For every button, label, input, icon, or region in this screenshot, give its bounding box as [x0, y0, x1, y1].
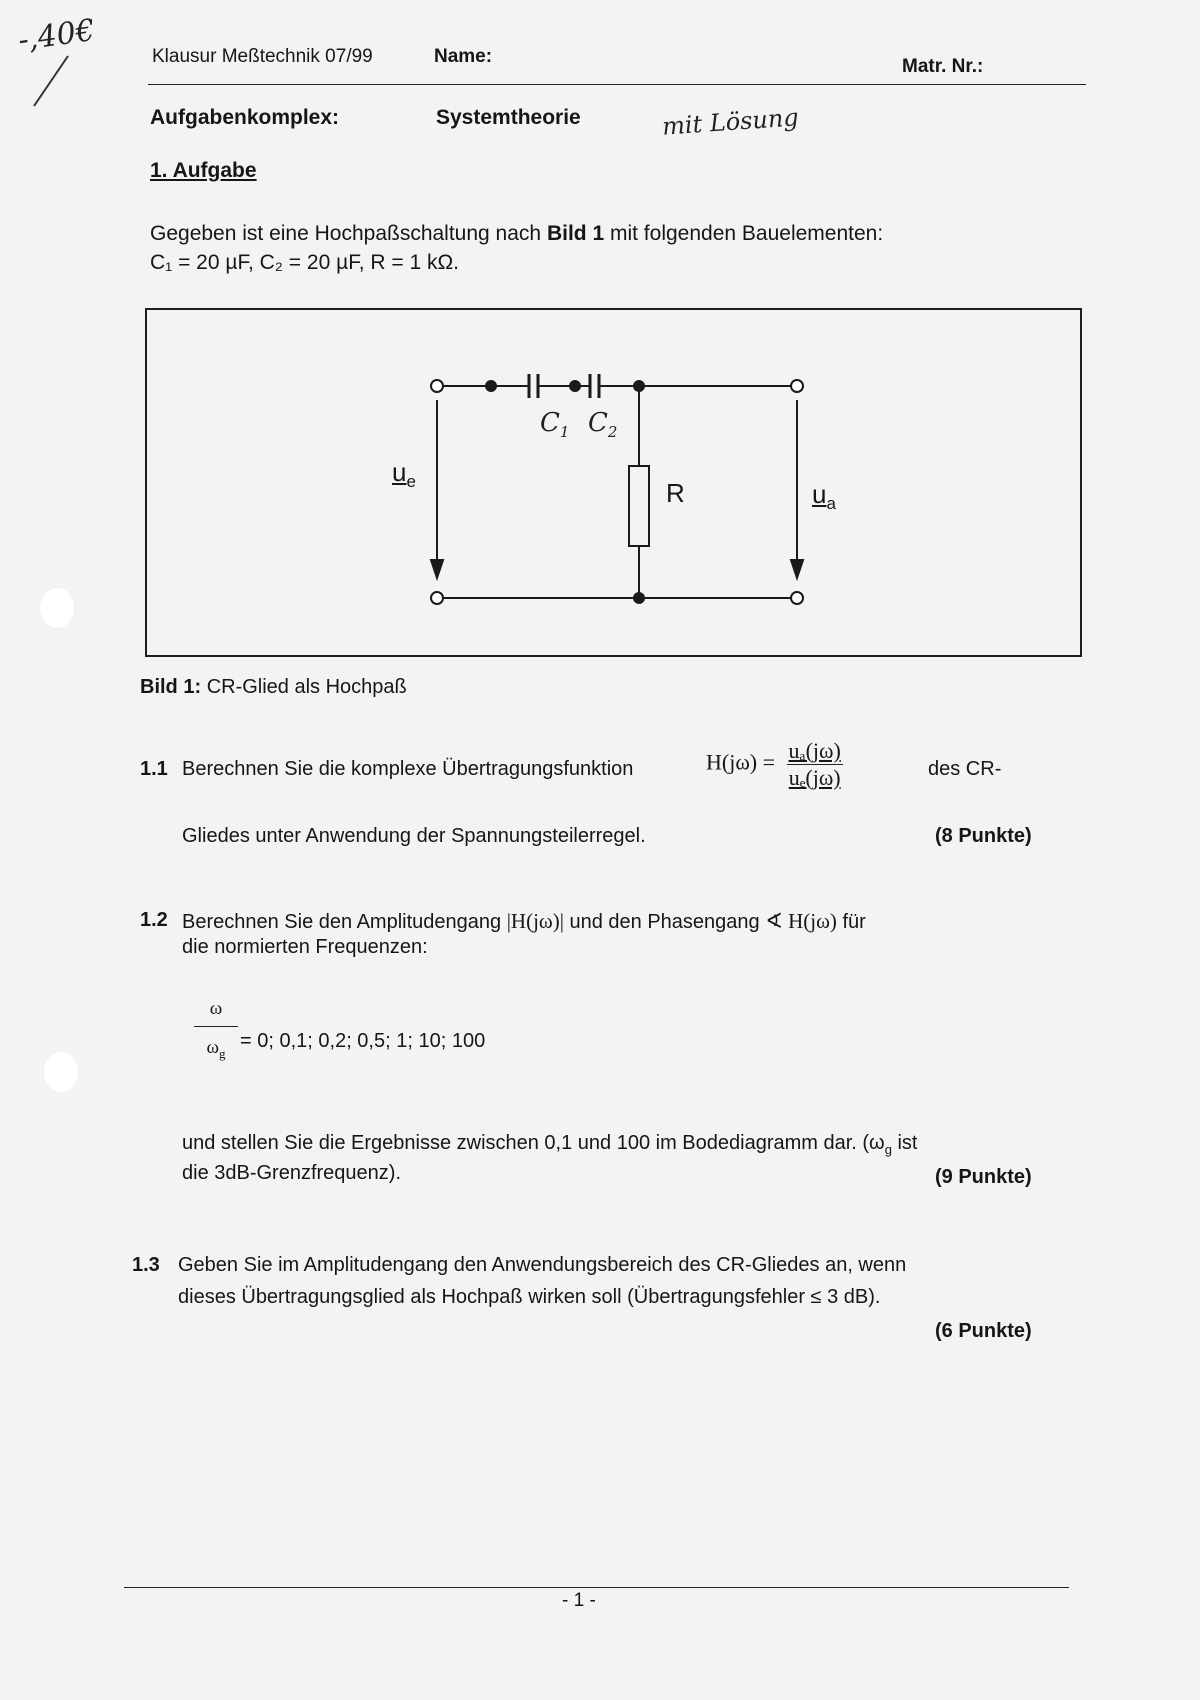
- question-1-1-text-tail: des CR-: [928, 758, 1002, 780]
- punch-hole-top: [40, 588, 74, 628]
- frequency-values: = 0; 0,1; 0,2; 0,5; 1; 10; 100: [240, 1030, 486, 1052]
- label-r: R: [666, 478, 685, 508]
- resistor-r: [629, 466, 649, 546]
- circuit-diagram: [145, 308, 1082, 657]
- formula-numerator: uₐ(jω): [788, 738, 841, 763]
- question-1-2-line3: und stellen Sie die Ergebnisse zwischen 0,1 und 100 im Bodediagramm dar. ($\omega_g$ ist: [182, 1132, 918, 1157]
- figure-caption: [140, 676, 407, 699]
- question-1-2-line4: die 3dB-Grenzfrequenz).: [182, 1162, 402, 1184]
- component-values: C₁ = 20 µF, C₂ = 20 µF, R = 1 kΩ.: [150, 251, 460, 274]
- intro-text-tail: mit folgenden Bauelementen:: [609, 222, 884, 245]
- question-1-1-number: 1.1: [140, 758, 168, 780]
- question-1-2-line2: die normierten Frequenzen:: [182, 936, 428, 958]
- header-rule: [148, 84, 1086, 85]
- output-terminal-top: [791, 380, 803, 392]
- label-c1: $C_1$: [540, 408, 570, 442]
- topic-value: Systemtheorie: [436, 106, 581, 129]
- task-title: 1. Aufgabe: [150, 159, 257, 182]
- question-1-3-points: (6 Punkte): [935, 1320, 1032, 1342]
- input-terminal-top: [431, 380, 443, 392]
- input-terminal-bottom: [431, 592, 443, 604]
- question-1-3-line1: Geben Sie im Amplitudengang den Anwendungsbereich des CR-Gliedes an, wenn: [178, 1254, 907, 1276]
- caption-text: CR-Glied als Hochpaß: [206, 676, 407, 698]
- question-1-2-number: 1.2: [140, 909, 168, 931]
- intro-figure-ref: Bild 1: [546, 222, 605, 245]
- question-1-1-text: Berechnen Sie die komplexe Übertragungsfunktion: [182, 758, 634, 780]
- question-1-3-number: 1.3: [132, 1254, 160, 1276]
- name-label: Name:: [434, 46, 493, 67]
- normalized-frequency-fraction: ω $\omega_g$: [194, 998, 238, 1062]
- amplitude-formula: |H(jω)|: [506, 909, 564, 933]
- label-ua: $u_a$: [812, 479, 836, 514]
- intro-text: Gegeben ist eine Hochpaßschaltung nach: [150, 222, 542, 245]
- question-1-1-points: (8 Punkte): [935, 825, 1032, 847]
- handwritten-note: mit Lösung: [661, 103, 800, 141]
- output-terminal-bottom: [791, 592, 803, 604]
- question-1-1-line2: Gliedes unter Anwendung der Spannungsteilerregel.: [182, 825, 646, 847]
- question-1-2-text: Berechnen Sie den Amplitudengang |H(jω)| und den Phasengang ∢ H(jω) für: [182, 909, 866, 933]
- phase-formula: ∢ H(jω): [765, 909, 837, 933]
- formula-denominator: uₑ(jω): [788, 765, 841, 790]
- question-1-1-formula: H(jω) = $\frac{\text{uₐ(jω)}}{\text{uₑ(jω)}}$: [706, 738, 841, 790]
- caption-label: Bild 1:: [140, 676, 202, 698]
- question-1-2-points: (9 Punkte): [935, 1166, 1032, 1188]
- exam-title: Klausur Meßtechnik 07/99: [152, 46, 373, 67]
- task-intro: [150, 222, 883, 246]
- price-annotation: -,40€: [15, 12, 97, 59]
- matr-label: Matr. Nr.:: [902, 56, 984, 77]
- footer-rule: [124, 1587, 1069, 1588]
- topic-label: Aufgabenkomplex:: [150, 106, 340, 129]
- pen-stroke-mark: [20, 50, 80, 110]
- label-ue: $u_e$: [392, 457, 416, 492]
- page-number: - 1 -: [562, 1590, 596, 1611]
- punch-hole-bottom: [44, 1052, 78, 1092]
- question-1-3-line2: dieses Übertragungsglied als Hochpaß wirken soll (Übertragungsfehler ≤ 3 dB).: [178, 1286, 881, 1308]
- label-c2: $C_2$: [588, 408, 618, 442]
